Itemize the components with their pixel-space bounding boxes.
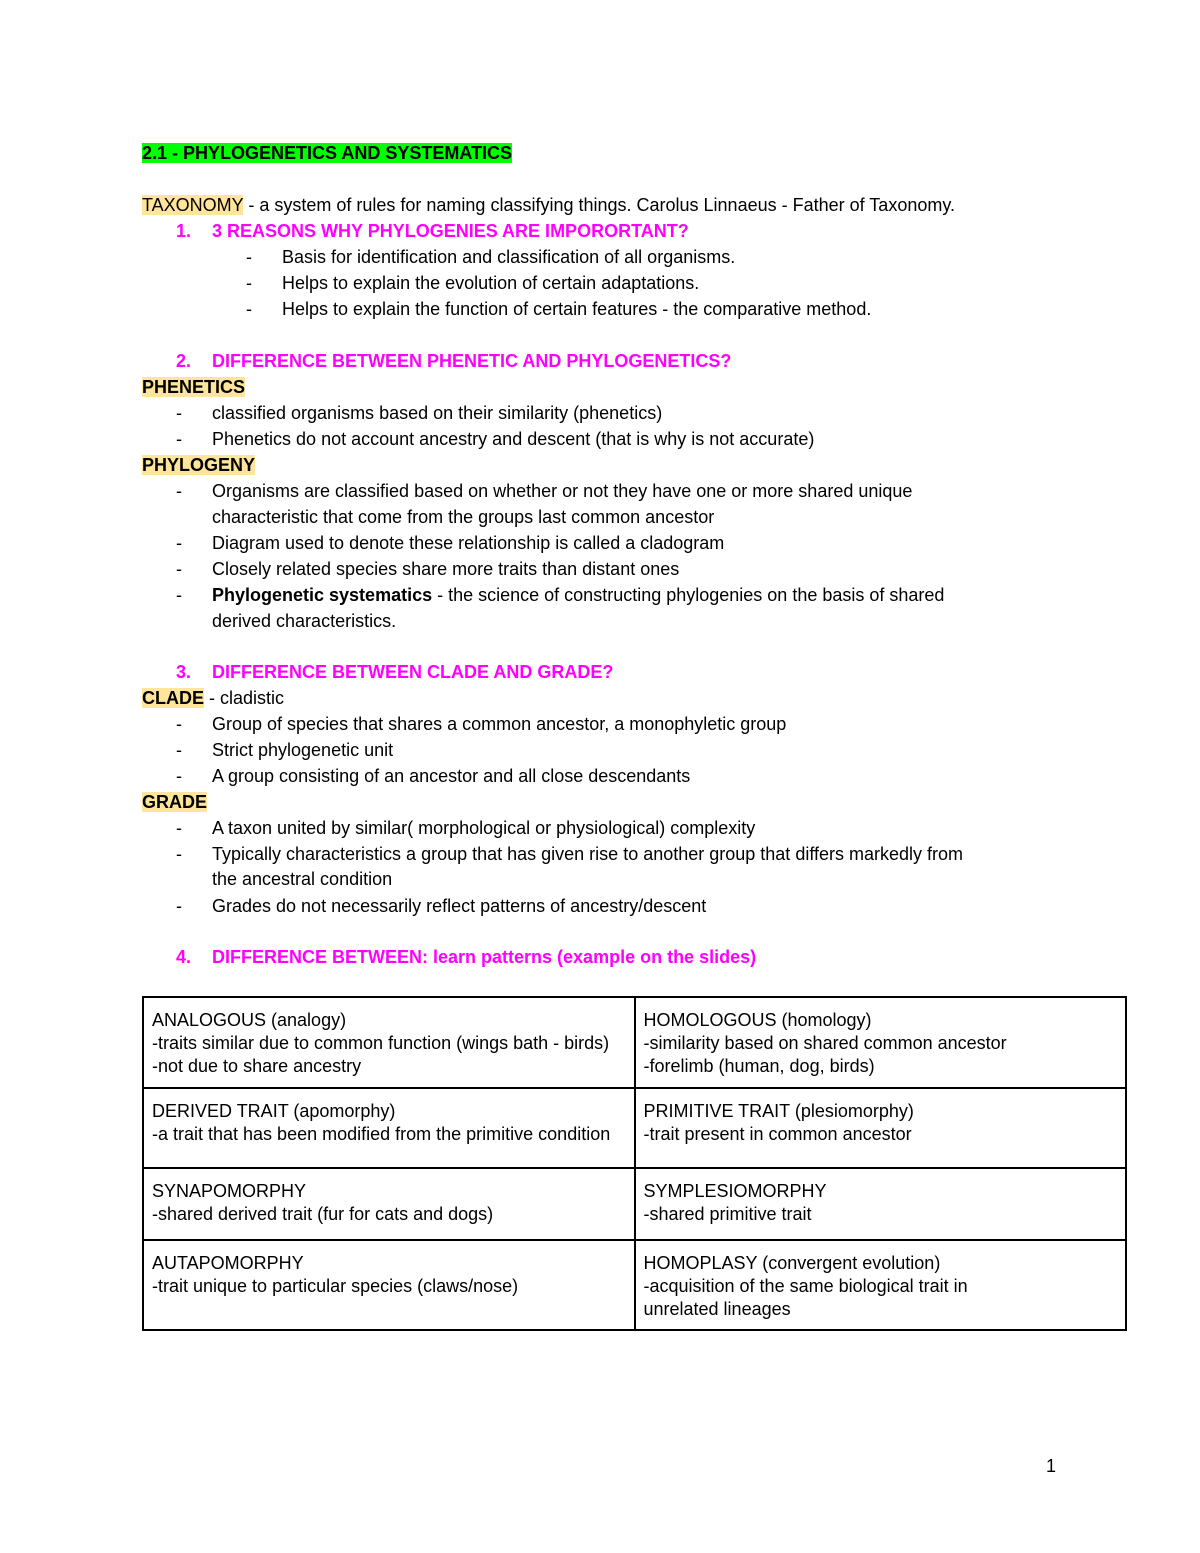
table-cell [143, 1088, 635, 1168]
bullet-text: Basis for identification and classification of all organisms. [282, 247, 736, 267]
bullet-text: Typically characteristics a group that has given rise to another group that differs markedly from [212, 844, 964, 864]
q1-number: 1. [176, 221, 192, 241]
cell-line: -acquisition of the same biological trait in [643, 1276, 968, 1296]
table-cell [635, 997, 1127, 1088]
phenetics-label [142, 374, 245, 400]
bullet-dash: - [176, 403, 182, 423]
bullet-dash: - [176, 714, 182, 734]
bullet-text: Strict phylogenetic unit [212, 740, 394, 760]
bullet-text: Helps to explain the function of certain features - the comparative method. [282, 299, 872, 319]
cell-title: HOMOPLASY (convergent evolution) [643, 1253, 941, 1273]
bullet-text: characteristic that come from the groups last common ancestor [212, 507, 715, 527]
section-title [142, 140, 512, 166]
cell-line: -similarity based on shared common ancestor [643, 1033, 1007, 1053]
table-cell [635, 1088, 1127, 1168]
cell-line: -trait present in common ancestor [643, 1124, 912, 1144]
table-cell [143, 1240, 635, 1330]
cell-line: -a trait that has been modified from the primitive condition [152, 1124, 611, 1144]
cell-line: -trait unique to particular species (claws/nose) [152, 1276, 519, 1296]
q4-heading-text: DIFFERENCE BETWEEN: learn patterns (example on the slides) [212, 947, 757, 967]
cell-title: PRIMITIVE TRAIT (plesiomorphy) [643, 1101, 914, 1121]
bullet-text: Organisms are classified based on whether or not they have one or more shared unique [212, 481, 913, 501]
clade-label-text: CLADE [142, 688, 204, 708]
bullet-dash: - [176, 585, 182, 605]
table-cell [635, 1240, 1127, 1330]
phylogeny-label [142, 452, 255, 478]
table-cell [635, 1168, 1127, 1240]
q4-number: 4. [176, 947, 192, 967]
bullet-text: Closely related species share more traits than distant ones [212, 559, 680, 579]
q1-heading-text: 3 REASONS WHY PHYLOGENIES ARE IMPORORTANT? [212, 221, 689, 241]
taxonomy-definition [142, 192, 955, 218]
grade-label-text: GRADE [142, 792, 208, 812]
bullet-dash: - [176, 844, 182, 864]
bullet-dash: - [176, 818, 182, 838]
bullet-text: Helps to explain the evolution of certain adaptations. [282, 273, 700, 293]
cell-line: -forelimb (human, dog, birds) [643, 1056, 875, 1076]
bullet-text: A taxon united by similar( morphological or physiological) complexity [212, 818, 756, 838]
trait-comparison-table [142, 996, 1127, 1331]
clade-suffix: - cladistic [204, 688, 285, 708]
taxonomy-term: TAXONOMY [142, 195, 244, 215]
cell-line: -shared primitive trait [643, 1204, 812, 1224]
bullet-text: Phenetics do not account ancestry and descent (that is why is not accurate) [212, 429, 815, 449]
bullet-dash: - [176, 559, 182, 579]
bullet-text: Group of species that shares a common ancestor, a monophyletic group [212, 714, 787, 734]
bullet-text: A group consisting of an ancestor and all close descendants [212, 766, 691, 786]
bullet-text: derived characteristics. [212, 611, 397, 631]
bullet-dash: - [176, 766, 182, 786]
systematics-term: Phylogenetic systematics [212, 585, 433, 605]
table-cell [143, 1168, 635, 1240]
systematics-bullet [212, 582, 944, 608]
bullet-dash: - [176, 740, 182, 760]
table-cell [143, 997, 635, 1088]
bullet-text: Grades do not necessarily reflect patterns of ancestry/descent [212, 896, 707, 916]
cell-title: SYNAPOMORPHY [152, 1181, 307, 1201]
cell-title: AUTAPOMORPHY [152, 1253, 304, 1273]
q2-heading-text: DIFFERENCE BETWEEN PHENETIC AND PHYLOGENETICS? [212, 351, 732, 371]
cell-line: unrelated lineages [643, 1299, 791, 1319]
bullet-dash: - [246, 273, 252, 293]
bullet-dash: - [176, 481, 182, 501]
cell-title: SYMPLESIOMORPHY [643, 1181, 827, 1201]
clade-label [142, 685, 284, 711]
phylogeny-label-text: PHYLOGENY [142, 455, 256, 475]
cell-line: -shared derived trait (fur for cats and dogs) [152, 1204, 494, 1224]
cell-title: DERIVED TRAIT (apomorphy) [152, 1101, 396, 1121]
bullet-text: the ancestral condition [212, 869, 393, 889]
table-row [143, 1240, 1126, 1330]
q3-number: 3. [176, 662, 192, 682]
bullet-dash: - [246, 299, 252, 319]
cell-title: HOMOLOGOUS (homology) [643, 1010, 872, 1030]
table-row [143, 997, 1126, 1088]
bullet-text: classified organisms based on their similarity (phenetics) [212, 403, 663, 423]
cell-line: -not due to share ancestry [152, 1056, 362, 1076]
systematics-definition: - the science of constructing phylogenies on the basis of shared [432, 585, 945, 605]
q2-number: 2. [176, 351, 192, 371]
bullet-dash: - [176, 533, 182, 553]
bullet-dash: - [246, 247, 252, 267]
bullet-dash: - [176, 896, 182, 916]
page-number: 1 [1046, 1456, 1057, 1476]
table-row [143, 1088, 1126, 1168]
grade-label [142, 789, 207, 815]
taxonomy-text: - a system of rules for naming classifying things. Carolus Linnaeus - Father of Taxonomy. [243, 195, 956, 215]
table-row [143, 1168, 1126, 1240]
q3-heading-text: DIFFERENCE BETWEEN CLADE AND GRADE? [212, 662, 614, 682]
bullet-text: Diagram used to denote these relationship is called a cladogram [212, 533, 725, 553]
bullet-dash: - [176, 429, 182, 449]
section-title-text: 2.1 - PHYLOGENETICS AND SYSTEMATICS [142, 143, 513, 163]
phenetics-label-text: PHENETICS [142, 377, 246, 397]
cell-line: -traits similar due to common function (wings bath - birds) [152, 1033, 610, 1053]
cell-title: ANALOGOUS (analogy) [152, 1010, 347, 1030]
